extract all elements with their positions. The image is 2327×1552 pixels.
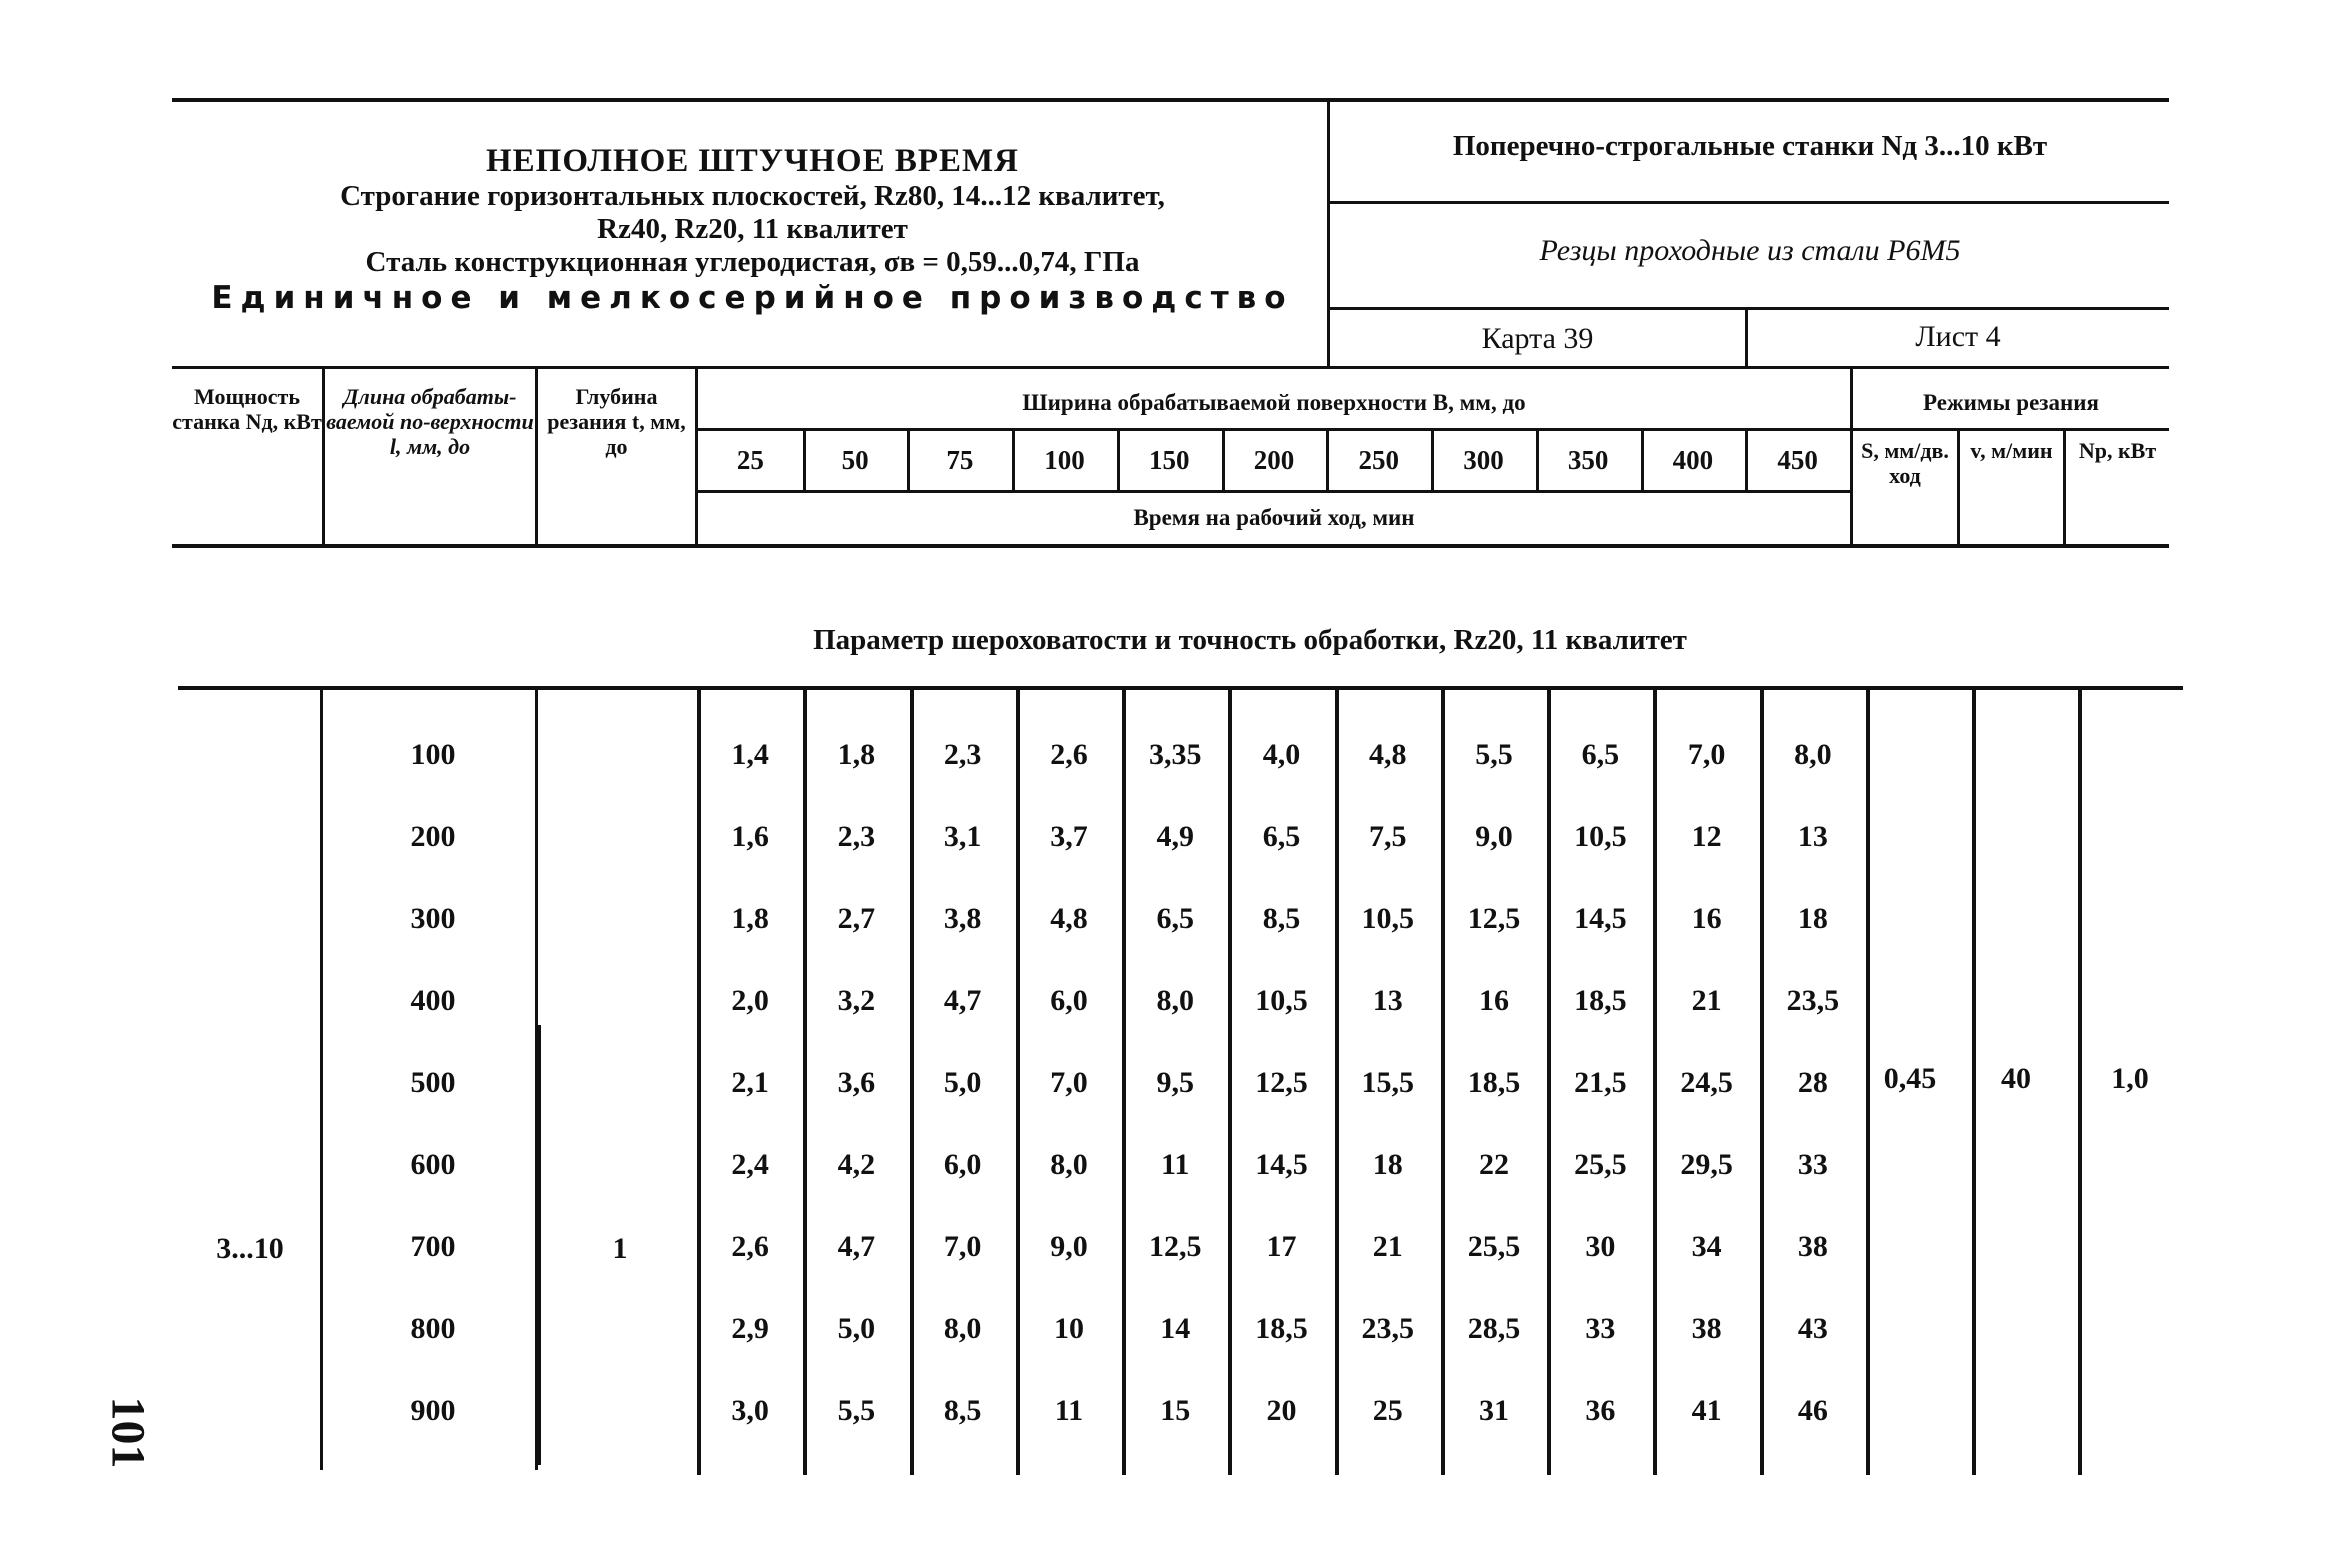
depth-value: 1 [612,1232,628,1265]
rule [172,366,2169,369]
time-value: 17 [1266,1230,1297,1263]
time-value: 11 [1054,1394,1084,1427]
doc-subtitle-3: Сталь конструкционная углеродистая, σв = 0,59...0,74, ГПа [365,246,1140,278]
length-value: 500 [410,1066,456,1099]
time-value: 5,5 [1475,738,1513,771]
rule [698,490,1850,493]
time-value: 9,5 [1156,1066,1194,1099]
length-value: 600 [410,1148,456,1181]
time-value: 13 [1372,984,1403,1017]
width-col-label: 250 [1358,445,1399,475]
time-value: 3,6 [837,1066,876,1099]
time-value: 20 [1266,1394,1297,1427]
time-value: 6,5 [1156,902,1194,935]
rule [803,430,806,492]
rule [1012,430,1015,492]
length-value: 400 [410,984,456,1017]
col-depth: Глубина резания t, мм, до [547,384,686,459]
time-value: 1,4 [731,738,769,771]
col-power: Мощность станка Nд, кВт [172,384,322,434]
time-value: 43 [1797,1312,1828,1345]
time-value: 4,8 [1369,738,1407,771]
time-value: 28 [1797,1066,1828,1099]
time-value: 10 [1053,1312,1084,1345]
time-value: 3,7 [1050,820,1088,853]
rule [1122,690,1126,1475]
time-value: 8,0 [1156,984,1194,1017]
time-value: 4,0 [1262,738,1301,771]
time-value: 38 [1691,1312,1722,1345]
time-value: 1,8 [837,738,876,771]
section-title: Параметр шероховатости и точность обработки, Rz20, 11 квалитет [813,624,1687,656]
width-col-label: 75 [946,445,974,475]
time-value: 8,0 [943,1312,982,1345]
time-value: 10,5 [1255,984,1308,1017]
rule [1431,430,1434,492]
page-number: 101 [101,1396,155,1469]
time-value: 15 [1160,1394,1191,1427]
time-value: 6,5 [1262,820,1301,853]
time-value: 8,0 [1050,1148,1088,1181]
length-value: 900 [410,1394,456,1427]
rule [1016,690,1020,1475]
rule [1653,690,1657,1475]
time-value: 2,9 [731,1312,769,1345]
time-value: 18,5 [1255,1312,1308,1345]
machine-type: Поперечно-строгальные станки Nд 3...10 кВт [1452,130,2048,162]
time-value: 14 [1160,1312,1191,1345]
time-value: 4,7 [837,1230,876,1263]
time-value: 2,6 [731,1230,769,1263]
rule [1330,201,2169,204]
time-value: 6,0 [1050,984,1088,1017]
rule [1536,430,1539,492]
time-value: 33 [1585,1312,1616,1345]
doc-subtitle-1: Строгание горизонтальных плоскостей, Rz80, 14...12 квалитет, [340,180,1165,212]
time-value: 12,5 [1255,1066,1308,1099]
col-np: Np, кВт [2078,438,2157,463]
time-value: 22 [1479,1148,1510,1181]
time-value: 31 [1479,1394,1510,1427]
sheet-number: Лист 4 [1915,320,2001,353]
rule [910,690,914,1475]
length-value: 800 [410,1312,456,1345]
width-col-label: 50 [841,445,869,475]
time-value: 16 [1479,984,1510,1017]
modes-header: Режимы резания [1923,390,2099,415]
time-value: 23,5 [1361,1312,1415,1345]
time-value: 2,0 [731,984,769,1017]
rule [803,690,807,1475]
width-col-label: 300 [1463,445,1504,475]
time-value: 7,0 [1687,738,1726,771]
time-value: 9,0 [1475,820,1513,853]
rule [320,690,323,1470]
time-value: 36 [1585,1394,1616,1427]
time-value: 8,5 [1262,902,1301,935]
time-value: 30 [1585,1230,1616,1263]
time-value: 1,8 [731,902,769,935]
length-value: 200 [410,820,456,853]
time-value: 28,5 [1467,1312,1521,1345]
time-value: 6,5 [1581,738,1620,771]
time-value: 2,6 [1050,738,1088,771]
rule [1760,690,1764,1475]
width-col-label: 450 [1777,445,1818,475]
width-col-label: 100 [1044,445,1085,475]
title-block [180,142,1325,317]
time-value: 8,5 [943,1394,982,1427]
rule [1222,430,1225,492]
time-value: 12,5 [1148,1230,1202,1263]
width-header: Ширина обрабатываемой поверхности В, мм, до [1022,390,1526,415]
rule [1547,690,1551,1475]
time-value: 2,3 [837,820,876,853]
power-value: 3...10 [216,1232,284,1265]
time-value: 23,5 [1786,984,1840,1017]
time-value: 16 [1691,902,1722,935]
rule [1335,690,1339,1475]
time-value: 24,5 [1680,1066,1733,1099]
time-value: 5,5 [837,1394,876,1427]
time-value: 34 [1691,1230,1722,1263]
time-value: 18,5 [1574,984,1627,1017]
time-value: 3,35 [1148,738,1202,771]
time-value: 18 [1797,902,1828,935]
time-value: 41 [1691,1394,1722,1427]
col-v: v, м/мин [1970,438,2053,463]
rule [538,1025,541,1465]
time-value: 25 [1372,1394,1403,1427]
length-value: 100 [410,738,456,771]
length-value: 700 [410,1230,456,1263]
time-value: 15,5 [1361,1066,1415,1099]
time-value: 12 [1691,820,1722,853]
time-value: 46 [1797,1394,1828,1427]
time-value: 3,0 [731,1394,769,1427]
rule [1117,430,1120,492]
time-value: 21,5 [1574,1066,1627,1099]
top-rule [172,98,2169,102]
time-value: 4,7 [943,984,982,1017]
time-value: 21 [1372,1230,1403,1263]
time-value: 2,7 [837,902,876,935]
time-value: 12,5 [1467,902,1521,935]
width-col-label: 350 [1567,445,1609,475]
time-value: 14,5 [1574,902,1627,935]
tool-type: Резцы проходные из стали Р6М5 [1539,234,1961,267]
time-value: 38 [1797,1230,1828,1263]
length-value: 300 [410,902,456,935]
np-value: 1,0 [2111,1062,2149,1095]
time-value: 4,8 [1050,902,1088,935]
time-value: 21 [1691,984,1722,1017]
time-value: 33 [1797,1148,1828,1181]
width-col-label: 150 [1149,445,1190,475]
col-length: Длина обрабаты-ваемой по-верхности l, мм, до [326,384,534,459]
time-value: 4,9 [1156,820,1194,853]
col-s: S, мм/дв. ход [1861,438,1949,488]
v-value: 40 [2001,1062,2031,1095]
doc-title: НЕПОЛНОЕ ШТУЧНОЕ ВРЕМЯ [485,143,1019,179]
time-value: 5,0 [943,1066,982,1099]
time-value: 11 [1161,1148,1190,1181]
time-value: 9,0 [1050,1230,1088,1263]
time-value: 14,5 [1255,1148,1308,1181]
time-value: 8,0 [1794,738,1832,771]
rule [1326,430,1329,492]
time-value: 3,8 [943,902,982,935]
time-value: 2,3 [943,738,982,771]
rule [172,544,2169,548]
time-value: 25,5 [1574,1148,1627,1181]
time-value: 3,1 [943,820,982,853]
rule [1441,690,1445,1475]
width-col-label: 200 [1253,445,1295,475]
time-value: 2,1 [731,1066,769,1099]
time-value: 29,5 [1680,1148,1733,1181]
s-value: 0,45 [1883,1062,1937,1095]
time-value: 7,0 [1050,1066,1088,1099]
time-value: 5,0 [837,1312,876,1345]
time-value: 6,0 [943,1148,982,1181]
time-value: 7,0 [943,1230,982,1263]
time-value: 25,5 [1467,1230,1521,1263]
time-value: 10,5 [1574,820,1627,853]
rule [1228,690,1232,1475]
rule [697,690,701,1475]
card-number: Карта 39 [1481,322,1594,355]
time-value: 13 [1797,820,1828,853]
time-value: 10,5 [1361,902,1415,935]
time-value: 7,5 [1369,820,1407,853]
width-col-label: 25 [736,445,764,475]
time-value: 18 [1372,1148,1403,1181]
time-value: 3,2 [837,984,876,1017]
rule [1641,430,1644,492]
width-col-label: 400 [1672,445,1714,475]
time-value: 2,4 [731,1148,769,1181]
time-value: 18,5 [1467,1066,1521,1099]
rule [907,430,910,492]
rule [178,686,2183,690]
time-value: 4,2 [837,1148,876,1181]
time-value: 1,6 [731,820,769,853]
time-header: Время на рабочий ход, мин [1133,505,1415,530]
doc-subtitle-2: Rz40, Rz20, 11 квалитет [597,213,908,245]
doc-production-type: Единичное и мелкосерийное производство [211,280,1294,316]
rule [1745,430,1748,492]
rule [1330,307,2169,310]
